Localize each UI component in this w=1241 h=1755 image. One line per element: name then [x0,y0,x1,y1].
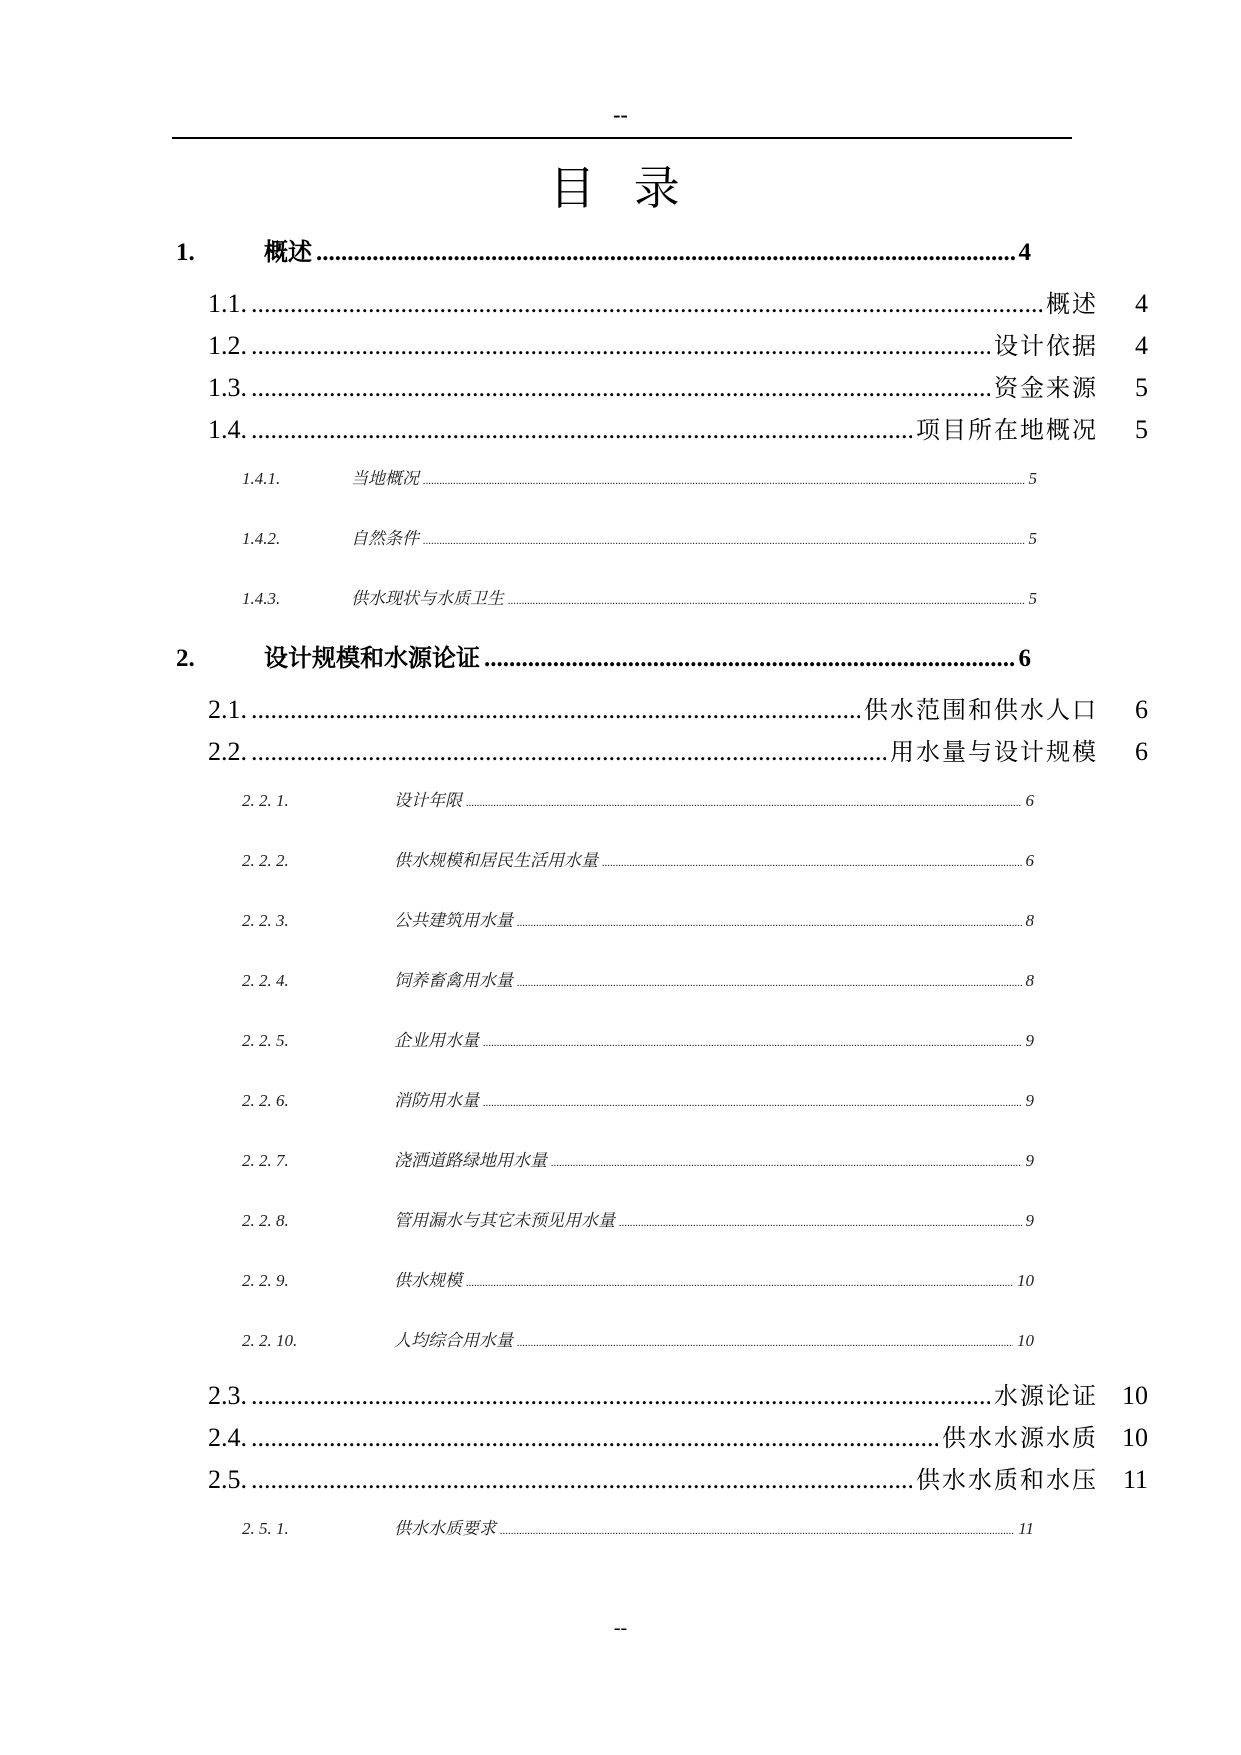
toc-entry-2-2-6[interactable] [242,1086,1034,1111]
toc-number: 2. [176,645,195,672]
toc-number: 2. 2. 9. [242,1271,289,1290]
toc-entry-1-4-2[interactable] [242,524,1037,549]
toc-leader [251,1381,990,1411]
toc-text: 设计年限 [394,791,462,811]
toc-entry-2-3[interactable] [208,1376,1148,1411]
toc-leader [508,589,1025,609]
toc-text: 自然条件 [351,529,419,549]
toc-number: 1.4.3. [242,589,281,608]
toc-page: 11 [1122,1465,1148,1494]
toc-number: 2.5. [208,1465,247,1494]
toc-title: 目 录 [549,161,692,215]
toc-number: 1.3. [208,373,247,402]
toc-leader [484,645,1015,673]
toc-entry-2-2-8[interactable] [242,1206,1034,1231]
toc-text: 人均综合用水量 [394,1331,513,1351]
toc-number: 2. 2. 1. [242,791,289,810]
toc-entry-1-3[interactable] [208,368,1148,403]
toc-page: 8 [1025,911,1034,930]
toc-text: 企业用水量 [394,1031,479,1051]
toc-number: 2. 2. 7. [242,1151,289,1170]
toc-page: 5 [1028,589,1037,608]
toc-leader [251,1465,912,1495]
toc-number: 2. 2. 3. [242,911,289,930]
toc-leader [423,529,1025,549]
toc-text: 资金来源 [994,374,1098,402]
toc-text: 饲养畜禽用水量 [394,971,513,991]
toc-page: 4 [1018,239,1031,266]
toc-leader [602,851,1022,871]
toc-text: 浇洒道路绿地用水量 [394,1151,547,1171]
toc-number: 1.4.2. [242,529,281,548]
toc-page: 6 [1025,851,1034,870]
toc-page: 4 [1135,289,1148,318]
toc-entry-1-4-1[interactable] [242,464,1037,489]
toc-text: 供水水源水质 [942,1424,1098,1452]
page-header-mark: -- [613,102,628,127]
toc-page: 5 [1028,469,1037,488]
toc-text: 水源论证 [994,1382,1098,1410]
toc-number: 1.2. [208,331,247,360]
toc-number: 2. 2. 5. [242,1031,289,1050]
toc-number: 2. 2. 10. [242,1331,298,1350]
toc-page: 10 [1122,1423,1148,1452]
toc-number: 2.3. [208,1381,247,1410]
toc-leader [517,911,1022,931]
toc-entry-2-1[interactable] [208,690,1148,725]
header-rule [172,137,1072,139]
toc-leader [466,1271,1013,1291]
toc-page: 6 [1135,737,1148,766]
toc-number: 2.1. [208,695,247,724]
toc-text: 当地概况 [351,469,419,489]
toc-page: 10 [1017,1271,1034,1290]
toc-text: 供水水质和水压 [916,1466,1098,1494]
toc-page: 9 [1025,1091,1034,1110]
toc-leader [483,1091,1022,1111]
toc-number: 2. 2. 2. [242,851,289,870]
toc-text: 供水现状与水质卫生 [351,589,504,609]
toc-page: 6 [1018,645,1031,672]
toc-entry-2-2[interactable] [208,732,1148,767]
toc-entry-2-2-3[interactable] [242,906,1034,931]
toc-leader [619,1211,1022,1231]
toc-page: 5 [1135,373,1148,402]
toc-entry-2-5-1[interactable] [242,1514,1034,1539]
toc-leader [251,289,1042,319]
toc-entry-1-1[interactable] [208,284,1148,319]
toc-entry-2-2-4[interactable] [242,966,1034,991]
toc-text: 项目所在地概况 [916,416,1098,444]
toc-number: 1.4. [208,415,247,444]
toc-leader [251,695,860,725]
toc-leader [517,971,1022,991]
toc-entry-1-4-3[interactable] [242,584,1037,609]
toc-text: 消防用水量 [394,1091,479,1111]
toc-entry-2-5[interactable] [208,1460,1148,1495]
toc-text: 供水范围和供水人口 [864,696,1098,724]
toc-entry-2-2-2[interactable] [242,846,1034,871]
toc-entry-1[interactable] [176,232,1031,267]
toc-number: 1. [176,239,195,266]
toc-number: 2. 2. 4. [242,971,289,990]
toc-text: 用水量与设计规模 [890,738,1098,766]
toc-page: 4 [1135,331,1148,360]
toc-leader [251,1423,938,1453]
toc-leader [517,1331,1013,1351]
toc-page: 6 [1025,791,1034,810]
toc-page: 11 [1018,1519,1034,1538]
toc-text: 供水水质要求 [394,1519,496,1539]
toc-page: 9 [1025,1211,1034,1230]
toc-text: 设计规模和水源论证 [264,644,480,672]
toc-leader [466,791,1022,811]
toc-text: 公共建筑用水量 [394,911,513,931]
toc-entry-2-2-1[interactable] [242,786,1034,811]
toc-page: 5 [1135,415,1148,444]
toc-entry-2-2-7[interactable] [242,1146,1034,1171]
toc-page: 9 [1025,1031,1034,1050]
toc-leader [316,239,1015,267]
toc-number: 2. 5. 1. [242,1519,289,1538]
toc-page: 9 [1025,1151,1034,1170]
toc-leader [423,469,1025,489]
toc-entry-2-2-10[interactable] [242,1326,1034,1351]
toc-number: 2.4. [208,1423,247,1452]
toc-leader [251,331,990,361]
toc-leader [551,1151,1022,1171]
toc-leader [251,737,886,767]
toc-number: 1.1. [208,289,247,318]
toc-leader [251,373,990,403]
toc-entry-1-4[interactable] [208,410,1148,445]
toc-page: 8 [1025,971,1034,990]
toc-text: 概述 [264,238,312,266]
toc-number: 1.4.1. [242,469,281,488]
toc-page: 6 [1135,695,1148,724]
toc-number: 2. 2. 6. [242,1091,289,1110]
page-footer-mark: -- [613,1617,628,1639]
toc-entry-2[interactable] [176,638,1031,673]
toc-leader [251,415,912,445]
toc-text: 管用漏水与其它未预见用水量 [394,1211,615,1231]
toc-page: 5 [1028,529,1037,548]
toc-page: 10 [1017,1331,1034,1350]
toc-text: 供水规模和居民生活用水量 [394,851,598,871]
toc-text: 设计依据 [994,332,1098,360]
toc-entry-1-2[interactable] [208,326,1148,361]
toc-number: 2.2. [208,737,247,766]
toc-leader [500,1519,1014,1539]
toc-text: 概述 [1046,290,1098,318]
toc-leader [483,1031,1022,1051]
toc-page: 10 [1122,1381,1148,1410]
toc-entry-2-4[interactable] [208,1418,1148,1453]
toc-entry-2-2-5[interactable] [242,1026,1034,1051]
toc-text: 供水规模 [394,1271,462,1291]
toc-entry-2-2-9[interactable] [242,1266,1034,1291]
toc-number: 2. 2. 8. [242,1211,289,1230]
